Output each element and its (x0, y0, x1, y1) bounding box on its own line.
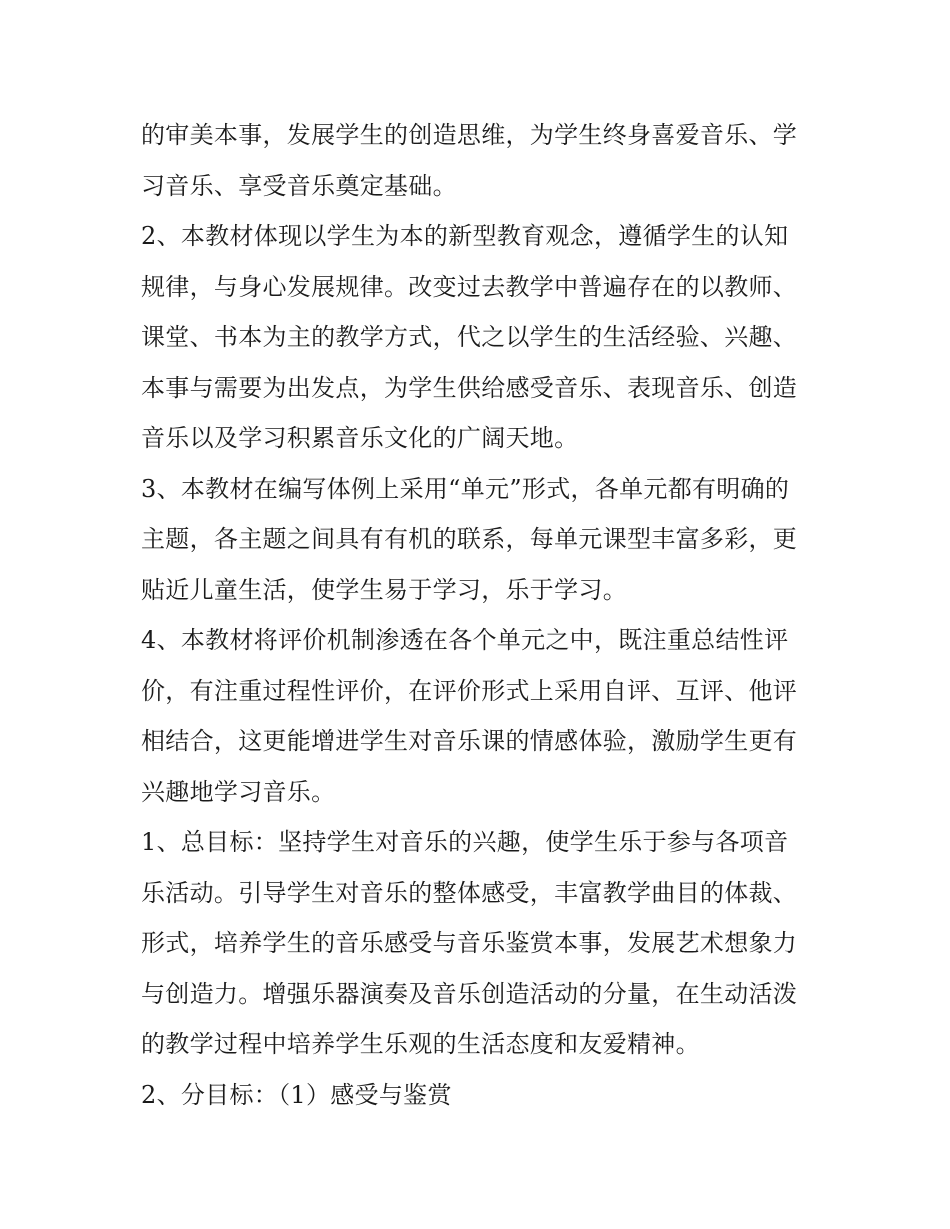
text-line: 规律，与身心发展规律。改变过去教学中普遍存在的以教师、 (141, 272, 798, 301)
text-line: 相结合，这更能增进学生对音乐课的情感体验，激励学生更有 (141, 727, 798, 755)
text-line: 2、分目标：（1）感受与鉴赏 (141, 1080, 452, 1109)
text-line: 价，有注重过程性评价，在评价形式上采用自评、互评、他评 (141, 676, 798, 705)
text-line: 4、本教材将评价机制渗透在各个单元之中，既注重总结性评 (141, 626, 789, 654)
text-line: 的审美本事，发展学生的创造思维，为学生终身喜爱音乐、学 (141, 121, 798, 149)
body-text (141, 110, 813, 1120)
text-line: 的教学过程中培养学生乐观的生活态度和友爱精神。 (141, 1030, 700, 1058)
text-line: 音乐以及学习积累音乐文化的广阔天地。 (141, 424, 579, 452)
text-line: 2、本教材体现以学生为本的新型教育观念，遵循学生的认知 (141, 222, 789, 250)
text-line: 本事与需要为出发点，为学生供给感受音乐、表现音乐、创造 (141, 373, 798, 402)
text-line: 贴近儿童生活，使学生易于学习，乐于学习。 (141, 575, 627, 604)
text-line: 乐活动。引导学生对音乐的整体感受，丰富教学曲目的体裁、 (141, 878, 798, 907)
text-line: 形式，培养学生的音乐感受与音乐鉴赏本事，发展艺术想象力 (141, 929, 798, 957)
text-line: 与创造力。增强乐器演奏及音乐创造活动的分量，在生动活泼 (141, 979, 798, 1008)
text-line: 3、本教材在编写体例上采用“单元”形式，各单元都有明确的 (141, 474, 790, 503)
text-line: 习音乐、享受音乐奠定基础。 (141, 171, 457, 200)
text-line: 兴趣地学习音乐。 (141, 777, 336, 806)
text-line: 1、总目标：坚持学生对音乐的兴趣，使学生乐于参与各项音 (141, 828, 789, 856)
text-line: 主题，各主题之间具有有机的联系，每单元课型丰富多彩，更 (141, 525, 798, 553)
text-line: 课堂、书本为主的教学方式，代之以学生的生活经验、兴趣、 (141, 323, 798, 351)
